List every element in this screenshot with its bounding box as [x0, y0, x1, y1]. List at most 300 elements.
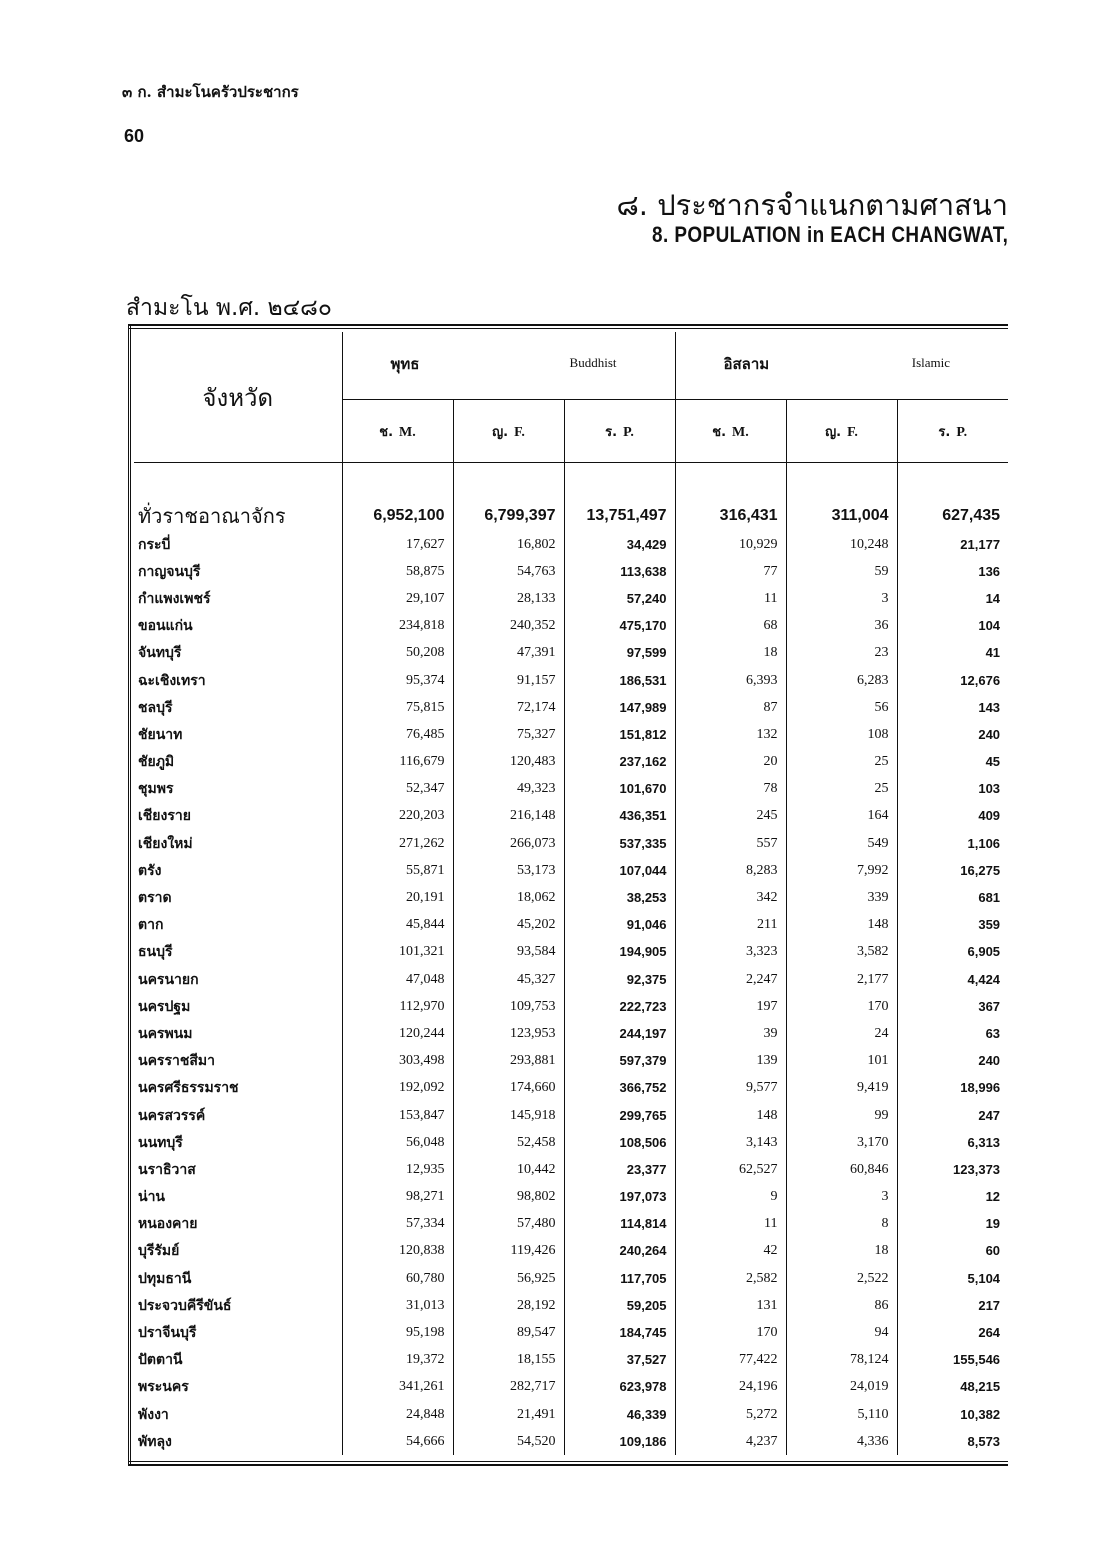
- table-row: [134, 585, 1008, 612]
- table-row: [134, 531, 1008, 558]
- buddhist-persons-cell: 107,044: [564, 857, 675, 884]
- province-name: ตาก: [134, 912, 342, 939]
- table-row: [134, 1184, 1008, 1211]
- table-row: [134, 776, 1008, 803]
- islamic-female-cell: 56: [786, 694, 897, 721]
- islamic-female-cell: 9,419: [786, 1075, 897, 1102]
- islamic-persons-cell: 4,424: [967, 971, 1001, 987]
- subheader-islamic-female: ญ. F.: [786, 400, 897, 463]
- province-name: นนทบุรี: [134, 1129, 342, 1156]
- buddhist-female-cell: 45,202: [453, 912, 564, 939]
- page-title-english: 8. POPULATION in EACH CHANGWAT,: [651, 222, 1008, 247]
- buddhist-male-cell: 52,347: [342, 776, 453, 803]
- province-name: ฉะเชิงเทรา: [134, 667, 342, 694]
- islamic-persons-cell: 6,905: [967, 944, 1001, 960]
- buddhist-persons-cell: 109,186: [564, 1428, 675, 1455]
- islamic-female-cell: 2,177: [786, 966, 897, 993]
- buddhist-persons-cell: 97,599: [564, 640, 675, 667]
- province-name: พัทลุง: [134, 1428, 342, 1455]
- buddhist-male-cell: 56,048: [342, 1129, 453, 1156]
- islamic-persons-cell: 367: [978, 998, 1001, 1014]
- subheader-buddhist-persons: ร. P.: [564, 400, 675, 463]
- table-row: [134, 803, 1008, 830]
- islamic-male-cell: 3,143: [675, 1129, 786, 1156]
- islamic-female-cell: 86: [786, 1292, 897, 1319]
- islamic-persons-cell: 5,104: [967, 1270, 1001, 1286]
- buddhist-male-cell: 116,679: [342, 749, 453, 776]
- islamic-male-cell: 5,272: [675, 1401, 786, 1428]
- buddhist-male-cell: 271,262: [342, 830, 453, 857]
- buddhist-persons-cell: 38,253: [564, 884, 675, 911]
- islamic-persons-cell: 45: [985, 754, 1001, 770]
- table-row: [134, 667, 1008, 694]
- subheader-buddhist-male: ช. M.: [342, 400, 453, 463]
- table-row: [134, 1211, 1008, 1238]
- islamic-female-cell: 59: [786, 558, 897, 585]
- buddhist-male-cell: 192,092: [342, 1075, 453, 1102]
- buddhist-male-cell: 17,627: [342, 531, 453, 558]
- table-frame: [128, 324, 1008, 1466]
- buddhist-female-cell: 75,327: [453, 721, 564, 748]
- islamic-female-cell: 7,992: [786, 857, 897, 884]
- subheader-islamic-persons: ร. P.: [897, 400, 1008, 463]
- islamic-male-cell: 77,422: [675, 1347, 786, 1374]
- islamic-male-cell: 10,929: [675, 531, 786, 558]
- province-name: หนองคาย: [134, 1211, 342, 1238]
- province-name: กาญจนบุรี: [134, 558, 342, 585]
- province-name: บุรีรัมย์: [134, 1238, 342, 1265]
- islamic-persons-cell: 123,373: [953, 1161, 1001, 1177]
- islamic-persons-cell: 409: [978, 808, 1001, 824]
- buddhist-male-cell: 120,244: [342, 1020, 453, 1047]
- buddhist-persons-cell: 57,240: [564, 585, 675, 612]
- islamic-female-cell: 94: [786, 1319, 897, 1346]
- islamic-persons-cell: 8,573: [967, 1433, 1001, 1449]
- islamic-male-cell: 20: [675, 749, 786, 776]
- islamic-male-cell: 197: [675, 993, 786, 1020]
- buddhist-female-cell: 89,547: [453, 1319, 564, 1346]
- table-row: [134, 1292, 1008, 1319]
- page-number: 60: [124, 126, 145, 146]
- table-row: [134, 1156, 1008, 1183]
- buddhist-female-cell: 282,717: [453, 1374, 564, 1401]
- bottom-rule: [128, 1464, 1008, 1466]
- buddhist-persons-cell: 23,377: [564, 1156, 675, 1183]
- buddhist-persons-cell: 597,379: [564, 1048, 675, 1075]
- islamic-male-cell: 316,431: [675, 501, 786, 531]
- buddhist-female-cell: 18,062: [453, 884, 564, 911]
- buddhist-female-cell: 266,073: [453, 830, 564, 857]
- province-name: ชัยภูมิ: [134, 749, 342, 776]
- buddhist-female-cell: 123,953: [453, 1020, 564, 1047]
- buddhist-female-cell: 109,753: [453, 993, 564, 1020]
- buddhist-male-cell: 12,935: [342, 1156, 453, 1183]
- province-name: นครพนม: [134, 1020, 342, 1047]
- buddhist-persons-cell: 92,375: [564, 966, 675, 993]
- subheader-buddhist-female: ญ. F.: [453, 400, 564, 463]
- province-name: ธนบุรี: [134, 939, 342, 966]
- islamic-female-cell: 5,110: [786, 1401, 897, 1428]
- buddhist-persons-cell: 46,339: [564, 1401, 675, 1428]
- buddhist-male-cell: 341,261: [342, 1374, 453, 1401]
- buddhist-female-cell: 47,391: [453, 640, 564, 667]
- buddhist-male-cell: 6,952,100: [342, 501, 453, 531]
- table-row: [134, 939, 1008, 966]
- buddhist-thai-label: พุทธ: [390, 355, 420, 373]
- buddhist-persons-cell: 475,170: [564, 613, 675, 640]
- buddhist-female-cell: 49,323: [453, 776, 564, 803]
- islamic-male-cell: 68: [675, 613, 786, 640]
- buddhist-persons-cell: 186,531: [564, 667, 675, 694]
- islamic-persons-cell: 48,215: [960, 1379, 1001, 1395]
- province-name: ปราจีนบุรี: [134, 1319, 342, 1346]
- islamic-persons-cell: 12: [985, 1189, 1001, 1205]
- buddhist-female-cell: 21,491: [453, 1401, 564, 1428]
- islamic-persons-cell: 103: [978, 781, 1001, 797]
- table-row: [134, 857, 1008, 884]
- buddhist-male-cell: 50,208: [342, 640, 453, 667]
- islamic-male-cell: 78: [675, 776, 786, 803]
- buddhist-male-cell: 120,838: [342, 1238, 453, 1265]
- islamic-male-cell: 62,527: [675, 1156, 786, 1183]
- buddhist-persons-cell: 117,705: [564, 1265, 675, 1292]
- table-row: [134, 1319, 1008, 1346]
- buddhist-male-cell: 57,334: [342, 1211, 453, 1238]
- buddhist-male-cell: 76,485: [342, 721, 453, 748]
- islamic-female-cell: 6,283: [786, 667, 897, 694]
- province-name: ตราด: [134, 884, 342, 911]
- islamic-female-cell: 3,582: [786, 939, 897, 966]
- left-double-rule: [128, 324, 131, 1466]
- table-row: [134, 558, 1008, 585]
- islamic-female-cell: 4,336: [786, 1428, 897, 1455]
- islamic-male-cell: 557: [675, 830, 786, 857]
- islamic-persons-cell: 247: [978, 1107, 1001, 1123]
- islamic-female-cell: 339: [786, 884, 897, 911]
- table-row: [134, 830, 1008, 857]
- buddhist-male-cell: 112,970: [342, 993, 453, 1020]
- table-row: [134, 884, 1008, 911]
- buddhist-male-cell: 60,780: [342, 1265, 453, 1292]
- islamic-persons-cell: 19: [985, 1216, 1001, 1232]
- islamic-female-cell: 3: [786, 1184, 897, 1211]
- islamic-male-cell: 245: [675, 803, 786, 830]
- islamic-male-cell: 11: [675, 585, 786, 612]
- buddhist-female-cell: 53,173: [453, 857, 564, 884]
- islamic-male-cell: 77: [675, 558, 786, 585]
- province-name: พังงา: [134, 1401, 342, 1428]
- bottom-rule-inner: [128, 1461, 1008, 1462]
- buddhist-female-cell: 52,458: [453, 1129, 564, 1156]
- islamic-persons-cell: 681: [978, 890, 1001, 906]
- islamic-male-cell: 6,393: [675, 667, 786, 694]
- islamic-female-cell: 10,248: [786, 531, 897, 558]
- top-rule-inner: [128, 328, 1008, 329]
- buddhist-female-cell: 16,802: [453, 531, 564, 558]
- buddhist-persons-cell: 436,351: [564, 803, 675, 830]
- buddhist-male-cell: 101,321: [342, 939, 453, 966]
- buddhist-female-cell: 216,148: [453, 803, 564, 830]
- islamic-female-cell: 8: [786, 1211, 897, 1238]
- table-row: [134, 1374, 1008, 1401]
- buddhist-male-cell: 45,844: [342, 912, 453, 939]
- buddhist-female-cell: 72,174: [453, 694, 564, 721]
- islamic-persons-cell: 6,313: [967, 1134, 1001, 1150]
- buddhist-persons-cell: 151,812: [564, 721, 675, 748]
- islamic-female-cell: 18: [786, 1238, 897, 1265]
- province-name: นครสวรรค์: [134, 1102, 342, 1129]
- islamic-persons-cell: 14: [985, 590, 1001, 606]
- province-name: เชียงใหม่: [134, 830, 342, 857]
- province-name: นราธิวาส: [134, 1156, 342, 1183]
- table-row: [134, 1428, 1008, 1455]
- islamic-persons-cell: 18,996: [960, 1080, 1001, 1096]
- islamic-persons-cell: 12,676: [960, 672, 1001, 688]
- buddhist-male-cell: 98,271: [342, 1184, 453, 1211]
- islamic-male-cell: 42: [675, 1238, 786, 1265]
- islamic-female-cell: 148: [786, 912, 897, 939]
- buddhist-female-cell: 240,352: [453, 613, 564, 640]
- table-row: [134, 1020, 1008, 1047]
- buddhist-female-cell: 56,925: [453, 1265, 564, 1292]
- islamic-persons-cell: 60: [985, 1243, 1001, 1259]
- table-row: [134, 1075, 1008, 1102]
- buddhist-persons-cell: 537,335: [564, 830, 675, 857]
- islamic-female-cell: 164: [786, 803, 897, 830]
- islamic-persons-cell: 264: [978, 1325, 1001, 1341]
- province-column-header: จังหวัด: [134, 332, 342, 463]
- province-name: น่าน: [134, 1184, 342, 1211]
- islamic-female-cell: 25: [786, 776, 897, 803]
- buddhist-male-cell: 95,198: [342, 1319, 453, 1346]
- islamic-male-cell: 2,582: [675, 1265, 786, 1292]
- buddhist-persons-cell: 13,751,497: [564, 501, 675, 531]
- islamic-female-cell: 3,170: [786, 1129, 897, 1156]
- buddhist-persons-cell: 108,506: [564, 1129, 675, 1156]
- buddhist-female-cell: 120,483: [453, 749, 564, 776]
- buddhist-female-cell: 10,442: [453, 1156, 564, 1183]
- buddhist-male-cell: 54,666: [342, 1428, 453, 1455]
- province-name: ประจวบคีรีขันธ์: [134, 1292, 342, 1319]
- islamic-female-cell: 25: [786, 749, 897, 776]
- islamic-female-cell: 108: [786, 721, 897, 748]
- islamic-male-cell: 132: [675, 721, 786, 748]
- table-row: [134, 1265, 1008, 1292]
- table-row: [134, 1048, 1008, 1075]
- buddhist-male-cell: 234,818: [342, 613, 453, 640]
- islamic-male-cell: 3,323: [675, 939, 786, 966]
- province-name: ชัยนาท: [134, 721, 342, 748]
- buddhist-male-cell: 31,013: [342, 1292, 453, 1319]
- buddhist-male-cell: 19,372: [342, 1347, 453, 1374]
- buddhist-persons-cell: 114,814: [564, 1211, 675, 1238]
- province-name: ตรัง: [134, 857, 342, 884]
- islamic-male-cell: 18: [675, 640, 786, 667]
- buddhist-female-cell: 93,584: [453, 939, 564, 966]
- province-name: ทั่วราชอาณาจักร: [134, 501, 342, 531]
- buddhist-male-cell: 58,875: [342, 558, 453, 585]
- islamic-group-header: [675, 332, 1008, 400]
- province-name: เชียงราย: [134, 803, 342, 830]
- islamic-persons-cell: 240: [978, 1053, 1001, 1069]
- page-title-thai: ๘. ประชากรจำแนกตามศาสนา: [616, 188, 1008, 222]
- buddhist-female-cell: 28,192: [453, 1292, 564, 1319]
- buddhist-persons-cell: 244,197: [564, 1020, 675, 1047]
- buddhist-persons-cell: 240,264: [564, 1238, 675, 1265]
- islamic-male-cell: 342: [675, 884, 786, 911]
- table-row: [134, 912, 1008, 939]
- buddhist-persons-cell: 197,073: [564, 1184, 675, 1211]
- buddhist-persons-cell: 222,723: [564, 993, 675, 1020]
- buddhist-persons-cell: 194,905: [564, 939, 675, 966]
- province-name: นครราชสีมา: [134, 1048, 342, 1075]
- islamic-male-cell: 9: [675, 1184, 786, 1211]
- islamic-female-cell: 36: [786, 613, 897, 640]
- buddhist-female-cell: 18,155: [453, 1347, 564, 1374]
- buddhist-male-cell: 95,374: [342, 667, 453, 694]
- top-rule: [128, 324, 1008, 326]
- province-name: ขอนแก่น: [134, 613, 342, 640]
- islamic-male-cell: 2,247: [675, 966, 786, 993]
- province-name: นครนายก: [134, 966, 342, 993]
- province-name: ชุมพร: [134, 776, 342, 803]
- islamic-male-cell: 139: [675, 1048, 786, 1075]
- islamic-female-cell: 311,004: [786, 501, 897, 531]
- buddhist-male-cell: 75,815: [342, 694, 453, 721]
- islamic-thai-label: อิสลาม: [723, 355, 770, 373]
- buddhist-persons-cell: 299,765: [564, 1102, 675, 1129]
- islamic-male-cell: 8,283: [675, 857, 786, 884]
- islamic-female-cell: 60,846: [786, 1156, 897, 1183]
- table-row: [134, 640, 1008, 667]
- buddhist-persons-cell: 147,989: [564, 694, 675, 721]
- islamic-persons-cell: 104: [978, 618, 1001, 634]
- buddhist-male-cell: 29,107: [342, 585, 453, 612]
- table-row: [134, 749, 1008, 776]
- islamic-persons-cell: 16,275: [960, 862, 1001, 878]
- islamic-persons-cell: 155,546: [953, 1352, 1001, 1368]
- province-name: ปทุมธานี: [134, 1265, 342, 1292]
- buddhist-female-cell: 98,802: [453, 1184, 564, 1211]
- table-row: [134, 613, 1008, 640]
- table-row: [134, 694, 1008, 721]
- islamic-male-cell: 24,196: [675, 1374, 786, 1401]
- province-name: กระบี่: [134, 531, 342, 558]
- islamic-male-cell: 148: [675, 1102, 786, 1129]
- buddhist-persons-cell: 91,046: [564, 912, 675, 939]
- buddhist-male-cell: 47,048: [342, 966, 453, 993]
- islamic-persons-cell: 240: [978, 726, 1001, 742]
- islamic-male-cell: 211: [675, 912, 786, 939]
- buddhist-female-cell: 119,426: [453, 1238, 564, 1265]
- buddhist-female-cell: 54,520: [453, 1428, 564, 1455]
- census-year-label: สำมะโน พ.ศ. ๒๔๘๐: [126, 295, 332, 321]
- buddhist-female-cell: 293,881: [453, 1048, 564, 1075]
- province-name: พระนคร: [134, 1374, 342, 1401]
- buddhist-persons-cell: 59,205: [564, 1292, 675, 1319]
- table-row: [134, 1102, 1008, 1129]
- buddhist-female-cell: 28,133: [453, 585, 564, 612]
- islamic-female-cell: 101: [786, 1048, 897, 1075]
- buddhist-male-cell: 24,848: [342, 1401, 453, 1428]
- total-row: [134, 501, 1008, 531]
- islamic-persons-cell: 136: [978, 563, 1001, 579]
- running-head: ๓ ก. สำมะโนครัวประชากร: [122, 83, 299, 101]
- table-row: [134, 1129, 1008, 1156]
- islamic-male-cell: 131: [675, 1292, 786, 1319]
- islamic-female-cell: 78,124: [786, 1347, 897, 1374]
- buddhist-female-cell: 57,480: [453, 1211, 564, 1238]
- islamic-english-label: Islamic: [911, 355, 951, 370]
- islamic-female-cell: 23: [786, 640, 897, 667]
- province-name: ชลบุรี: [134, 694, 342, 721]
- buddhist-male-cell: 220,203: [342, 803, 453, 830]
- islamic-persons-cell: 359: [978, 917, 1001, 933]
- province-name: นครปฐม: [134, 993, 342, 1020]
- table-body: [134, 463, 1008, 1456]
- islamic-persons-cell: 143: [978, 699, 1001, 715]
- buddhist-persons-cell: 184,745: [564, 1319, 675, 1346]
- table-row: [134, 966, 1008, 993]
- buddhist-male-cell: 20,191: [342, 884, 453, 911]
- subheader-islamic-male: ช. M.: [675, 400, 786, 463]
- province-name: จันทบุรี: [134, 640, 342, 667]
- islamic-persons-cell: 1,106: [967, 835, 1001, 851]
- islamic-persons-cell: 21,177: [960, 536, 1001, 552]
- buddhist-persons-cell: 34,429: [564, 531, 675, 558]
- islamic-persons-cell: 10,382: [960, 1406, 1001, 1422]
- table-row: [134, 1238, 1008, 1265]
- buddhist-male-cell: 55,871: [342, 857, 453, 884]
- islamic-persons-cell: 41: [985, 645, 1001, 661]
- islamic-persons-cell: 63: [985, 1025, 1001, 1041]
- province-name: นครศรีธรรมราช: [134, 1075, 342, 1102]
- islamic-female-cell: 24,019: [786, 1374, 897, 1401]
- buddhist-group-header: [342, 332, 675, 400]
- islamic-female-cell: 170: [786, 993, 897, 1020]
- buddhist-persons-cell: 101,670: [564, 776, 675, 803]
- islamic-male-cell: 170: [675, 1319, 786, 1346]
- population-table: [134, 332, 1008, 1455]
- buddhist-female-cell: 174,660: [453, 1075, 564, 1102]
- buddhist-female-cell: 145,918: [453, 1102, 564, 1129]
- table-row: [134, 1401, 1008, 1428]
- islamic-persons-cell: 627,435: [942, 507, 1001, 524]
- table-row: [134, 1347, 1008, 1374]
- islamic-female-cell: 24: [786, 1020, 897, 1047]
- table-row: [134, 993, 1008, 1020]
- province-name: ปัตตานี: [134, 1347, 342, 1374]
- spacer-row: [134, 463, 1008, 502]
- buddhist-persons-cell: 366,752: [564, 1075, 675, 1102]
- buddhist-persons-cell: 237,162: [564, 749, 675, 776]
- islamic-male-cell: 39: [675, 1020, 786, 1047]
- province-name: กำแพงเพชร์: [134, 585, 342, 612]
- buddhist-persons-cell: 37,527: [564, 1347, 675, 1374]
- buddhist-female-cell: 6,799,397: [453, 501, 564, 531]
- islamic-female-cell: 549: [786, 830, 897, 857]
- islamic-female-cell: 99: [786, 1102, 897, 1129]
- islamic-male-cell: 9,577: [675, 1075, 786, 1102]
- islamic-male-cell: 11: [675, 1211, 786, 1238]
- buddhist-male-cell: 303,498: [342, 1048, 453, 1075]
- islamic-female-cell: 2,522: [786, 1265, 897, 1292]
- buddhist-english-label: Buddhist: [569, 355, 617, 370]
- islamic-male-cell: 87: [675, 694, 786, 721]
- buddhist-persons-cell: 623,978: [564, 1374, 675, 1401]
- table-row: [134, 721, 1008, 748]
- buddhist-persons-cell: 113,638: [564, 558, 675, 585]
